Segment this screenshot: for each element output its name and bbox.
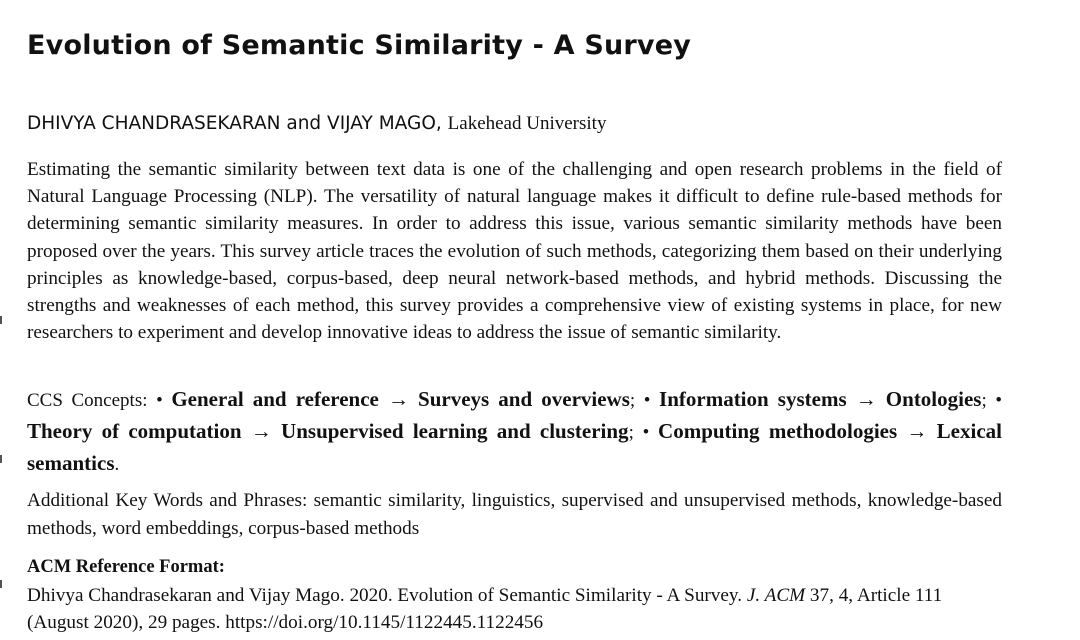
ccs-separator: ; xyxy=(628,422,643,443)
ccs-label: CCS Concepts: xyxy=(27,390,157,411)
ccs-separator: ; xyxy=(981,390,996,411)
paper-title: Evolution of Semantic Similarity - A Survey xyxy=(27,30,692,61)
ccs-concept: Computing methodologies → Lexical semantics xyxy=(27,419,1002,475)
journal-name: J. ACM xyxy=(746,585,806,606)
author-names: DHIVYA CHANDRASEKARAN and VIJAY MAGO xyxy=(27,113,436,134)
affiliation-separator: , xyxy=(435,113,448,134)
acm-reference-heading: ACM Reference Format: xyxy=(27,557,225,577)
citation-details: 37, 4, Article 111 (August 2020), 29 pages. https://doi.org/10.1145/1122445.1122456 xyxy=(27,585,943,633)
margin-mark xyxy=(0,580,2,588)
keywords-label: Additional Key Words and Phrases: xyxy=(27,490,314,511)
citation-text: Dhivya Chandrasekaran and Vijay Mago. 2020. Evolution of Semantic Similarity - A Survey. xyxy=(27,585,747,606)
ccs-bullet: • xyxy=(995,390,1002,411)
additional-keywords xyxy=(27,487,1002,543)
acm-reference-citation xyxy=(27,582,1002,636)
keywords-text: semantic similarity, linguistics, supervised and unsupervised methods, knowledge-based methods, word embeddings, corpus-based methods xyxy=(27,490,1003,539)
ccs-concepts xyxy=(27,384,1002,480)
ccs-concept: General and reference → Surveys and overviews xyxy=(171,387,630,411)
margin-mark xyxy=(0,316,2,324)
abstract: Estimating the semantic similarity between text data is one of the challenging and open research problems in the field of Natural Language Processing (NLP). The versatility of natural language makes it difficult to define rule-based methods for determining semantic similarity measures. In order to address this issue, various semantic similarity methods have been proposed over the years. This survey article traces the evolution of such methods, categorizing them based on their underlying principles as knowledge-based, corpus-based, deep neural network-based methods, and hybrid methods. Discussing the strengths and weaknesses of each method, this survey provides a comprehensive view of existing systems in place, for new researchers to experiment and develop innovative ideas to address the issue of semantic similarity. xyxy=(27,159,1002,344)
affiliation: Lakehead University xyxy=(447,113,607,134)
ccs-bullet: • xyxy=(642,422,659,443)
author-line xyxy=(27,113,606,135)
ccs-end: . xyxy=(114,454,120,475)
ccs-separator: ; xyxy=(629,390,644,411)
ccs-concept: Theory of computation → Unsupervised learning and clustering xyxy=(27,419,629,443)
ccs-bullet: • xyxy=(643,390,660,411)
ccs-bullet: • xyxy=(156,390,172,411)
margin-mark xyxy=(0,455,2,463)
ccs-concept: Information systems → Ontologies xyxy=(659,387,982,411)
